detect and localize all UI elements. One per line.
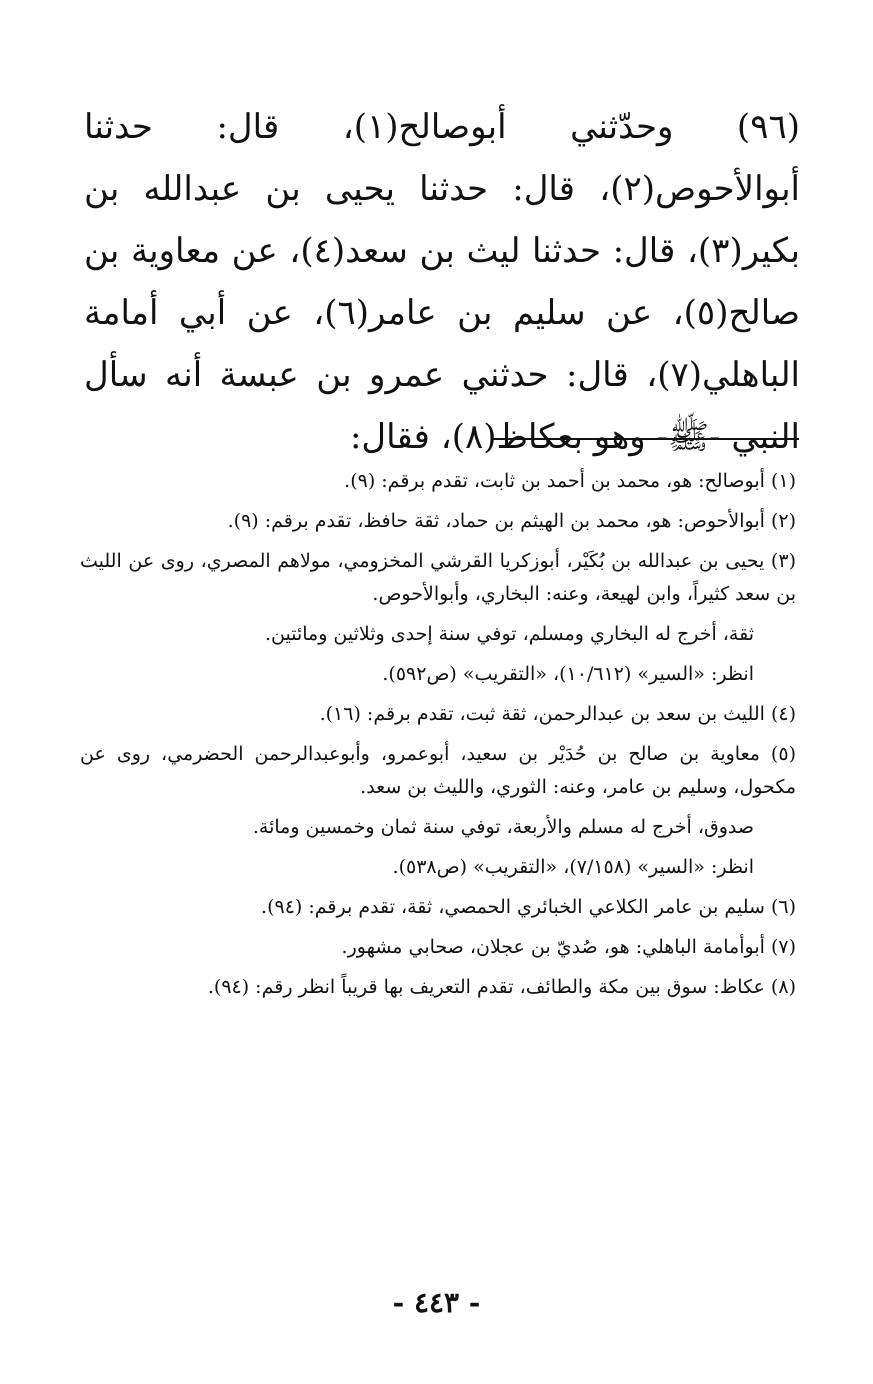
footnote-1: (١) أبوصالح: هو، محمد بن أحمد بن ثابت، تقدم برقم: (٩). [344, 470, 796, 492]
footnote-5-grade: صدوق، أخرج له مسلم والأربعة، توفي سنة ثمان وخمسين ومائة. [252, 816, 754, 838]
footnote-3-grade: ثقة، أخرج له البخاري ومسلم، توفي سنة إحدى وثلاثين ومائتين. [264, 623, 754, 645]
footnote-4: (٤) الليث بن سعد بن عبدالرحمن، ثقة ثبت، تقدم برقم: (١٦). [319, 703, 796, 725]
footnote-3-reference: انظر: «السير» (١٠/٦١٢)، «التقريب» (ص٥٩٢). [382, 663, 754, 685]
hadith-paragraph: (٩٦) وحدّثني أبوصالح(١)، قال: حدثنا أبوالأحوص(٢)، قال: حدثنا يحيى بن عبدالله بن بكير(٣)، قال: حدثنا ليث بن سعد(٤)، عن معاوية بن صالح(٥)، عن سليم بن عامر(٦)، عن أبي أمامة الباهلي(٧)، قال: حدثني عمرو بن عبسة أنه سأل النبي -ﷺ- وهو بعكاظ(٨)، فقال: [84, 107, 800, 457]
footnote-3-text: (٣) يحيى بن عبدالله بن بُكَيْر، أبوزكريا القرشي المخزومي، مولاهم المصري، روى عن الليث بن سعد كثيراً، وابن لهيعة، وعنه: البخاري، وأبوالأحوص. [80, 550, 796, 605]
footnote-2: (٢) أبوالأحوص: هو، محمد بن الهيثم بن حماد، ثقة حافظ، تقدم برقم: (٩). [227, 510, 796, 532]
page-number: - ٤٤٣ - [392, 1286, 481, 1319]
footnote-separator [492, 438, 799, 440]
footnote-5-text: (٥) معاوية بن صالح بن حُدَيْر بن سعيد، أبوعمرو، وأبوعبدالرحمن الحضرمي، روى عن مكحول، وسليم بن عامر، وعنه: الثوري، والليث بن سعد. [80, 743, 796, 798]
footnote-6: (٦) سليم بن عامر الكلاعي الخبائري الحمصي، ثقة، تقدم برقم: (٩٤). [261, 896, 796, 918]
footnote-5-reference: انظر: «السير» (٧/١٥٨)، «التقريب» (ص٥٣٨). [392, 856, 754, 878]
footnote-7: (٧) أبوأمامة الباهلي: هو، صُديّ بن عجلان، صحابي مشهور. [341, 936, 796, 958]
hadith-text [84, 96, 800, 468]
footnote-8: (٨) عكاظ: سوق بين مكة والطائف، تقدم التعريف بها قريباً انظر رقم: (٩٤). [207, 976, 796, 998]
footnotes [80, 465, 796, 1011]
footnote-3 [80, 545, 796, 691]
footnote-5 [80, 738, 796, 884]
